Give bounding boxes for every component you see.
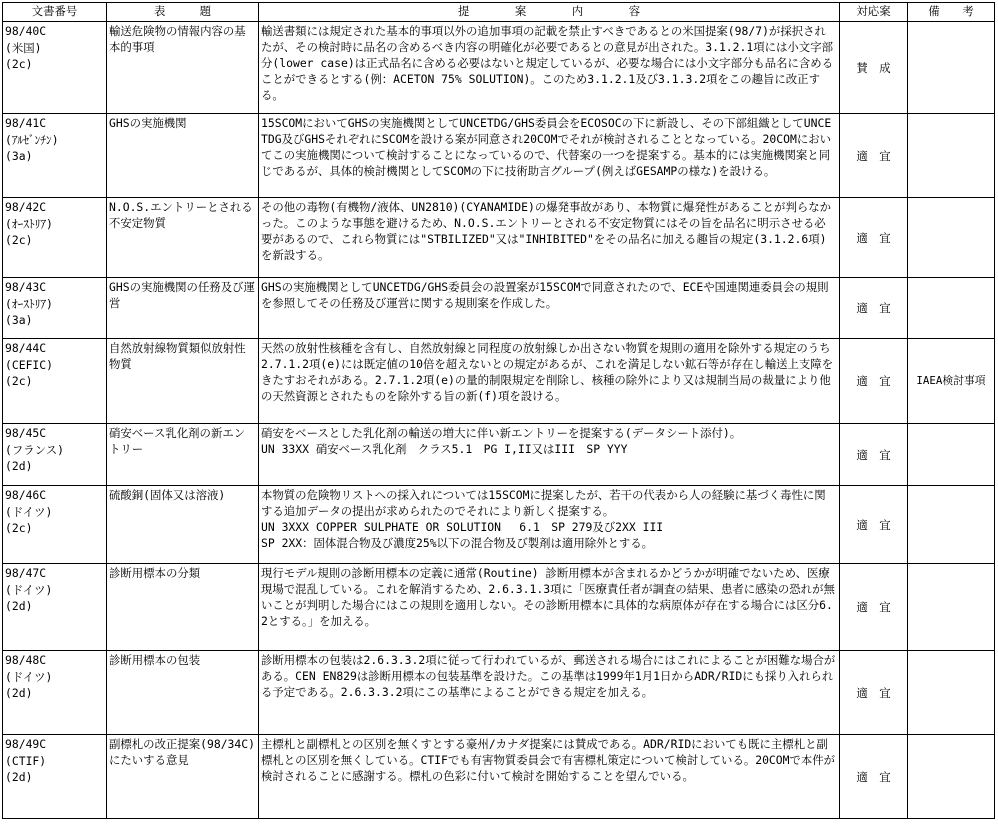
proposal-content: その他の毒物(有機物/液体、UN2810)(CYANAMIDE)の爆発事故があり、本物質に爆発性があることが判らなかった。このような事態を避けるため、N.O.S.エントリーとされる不安定物質にはその旨を品名に明示させる必要があるので、これら物質には"STBILIZED"又は"INHIBITED"をその品名に加える趣旨の規定(3.1.2.6項)を新設する。 <box>259 198 840 278</box>
table-row <box>3 735 995 819</box>
doc-number: 98/42C (ｵｰｽﾄﾘｱ) (2c) <box>3 198 107 278</box>
doc-number: 98/40C (米国) (2c) <box>3 22 107 114</box>
remarks-value <box>908 114 995 198</box>
table-body <box>3 22 995 819</box>
proposal-title: 診断用標本の包装 <box>107 651 259 735</box>
response-value: 適 宜 <box>840 424 908 486</box>
doc-number: 98/43C (ｵｰｽﾄﾘｱ) (3a) <box>3 278 107 339</box>
proposal-content: 本物質の危険物リストへの採入れについては15SCOMに提案したが、若干の代表から人の経験に基づく毒性に関する追加データの提出が求められたのでそれにより新しく提案する。 UN 3XXX COPPER SULPHATE OR SOLUTION 6.1 SP 279及び2XX III SP 2XX：固体混合物及び濃度25%以下の混合物及び製剤は適用除外とする。 <box>259 486 840 564</box>
response-value: 適 宜 <box>840 114 908 198</box>
remarks-value <box>908 198 995 278</box>
header-row <box>3 3 995 22</box>
remarks-value <box>908 278 995 339</box>
proposal-title: 自然放射線物質類似放射性物質 <box>107 339 259 424</box>
header-content: 提 案 内 容 <box>259 3 840 22</box>
proposal-content: 主標札と副標札との区別を無くすとする豪州/カナダ提案には賛成である。ADR/RIDにおいても既に主標札と副標札との区別を無くしている。CTIFでも有害物質委員会で有害標札策定について検討している。20COMで本件が検討されることに感謝する。標札の色彩に付いて検討を開始することを望んでいる。 <box>259 735 840 819</box>
remarks-value <box>908 486 995 564</box>
proposal-content: 診断用標本の包装は2.6.3.3.2項に従って行われているが、郵送される場合にはこれによることが困難な場合がある。CEN EN829は診断用標本の包装基準を設けた。この基準は1999年1月1日からADR/RIDにも採り入れられる予定である。2.6.3.3.2項にこの基準によることができる規定を加える。 <box>259 651 840 735</box>
proposal-title: 副標札の改正提案(98/34C)にたいする意見 <box>107 735 259 819</box>
proposal-content: 現行モデル規則の診断用標本の定義に通常(Routine) 診断用標本が含まれるかどうかが明確でないため、医療現場で混乱している。これを解消するため、2.6.3.1.3項に「医療責任者が調査の結果、患者に感染の恐れが無いことが判明した場合にはこの規則を適用しない。その診断用標本に具体的な病原体が存在する場合には区分6.2とする。」を加える。 <box>259 564 840 651</box>
table-row <box>3 278 995 339</box>
proposal-title: GHSの実施機関 <box>107 114 259 198</box>
response-value: 適 宜 <box>840 486 908 564</box>
table-row <box>3 424 995 486</box>
response-value: 適 宜 <box>840 278 908 339</box>
proposal-table <box>2 2 995 819</box>
proposal-title: N.O.S.エントリーとされる不安定物質 <box>107 198 259 278</box>
table-row <box>3 198 995 278</box>
proposal-title: 輸送危険物の情報内容の基本的事項 <box>107 22 259 114</box>
header-doc-no: 文書番号 <box>3 3 107 22</box>
response-value: 適 宜 <box>840 651 908 735</box>
proposal-content: 輸送書類には規定された基本的事項以外の追加事項の記載を禁止すべきであるとの米国提案(98/7)が採択されたが、その検討時に品名の含めるべき内容の明確化が必要であるとの意見が出された。3.1.2.1項には小文字部分(lower case)は正式品名に含める必要はないと規定しているが、必要な場合には小文字部分も品名に含めることができるとする(例：ACETON 75% SOLUTION)。このため3.1.2.1及び3.1.3.2項をこの趣旨に改正する。 <box>259 22 840 114</box>
doc-number: 98/49C (CTIF) (2d) <box>3 735 107 819</box>
response-value: 適 宜 <box>840 198 908 278</box>
doc-number: 98/47C (ドイツ) (2d) <box>3 564 107 651</box>
response-value: 適 宜 <box>840 339 908 424</box>
doc-number: 98/45C (フランス) (2d) <box>3 424 107 486</box>
proposal-content: GHSの実施機関としてUNCETDG/GHS委員会の設置案が15SCOMで同意されたので、ECEや国連関連委員会の規則を参照してその任務及び運営に関する規則案を作成した。 <box>259 278 840 339</box>
doc-number: 98/46C (ドイツ) (2c) <box>3 486 107 564</box>
doc-number: 98/44C (CEFIC) (2c) <box>3 339 107 424</box>
proposal-title: GHSの実施機関の任務及び運営 <box>107 278 259 339</box>
header-title: 表 題 <box>107 3 259 22</box>
doc-number: 98/48C (ドイツ) (2d) <box>3 651 107 735</box>
table-row <box>3 486 995 564</box>
table-row <box>3 114 995 198</box>
header-remarks: 備 考 <box>908 3 995 22</box>
remarks-value <box>908 651 995 735</box>
remarks-value <box>908 22 995 114</box>
response-value: 賛 成 <box>840 22 908 114</box>
doc-number: 98/41C (ｱﾙｾﾞﾝﾁﾝ) (3a) <box>3 114 107 198</box>
response-value: 適 宜 <box>840 564 908 651</box>
table-row <box>3 339 995 424</box>
header-response: 対応案 <box>840 3 908 22</box>
proposal-content: 硝安をベースとした乳化剤の輸送の増大に伴い新エントリーを提案する(データシート添付)。 UN 33XX 硝安ベース乳化剤 クラス5.1 PG I,II又はIII SP YYY <box>259 424 840 486</box>
table-row <box>3 564 995 651</box>
response-value: 適 宜 <box>840 735 908 819</box>
proposal-title: 硝安ベース乳化剤の新エントリー <box>107 424 259 486</box>
remarks-value <box>908 424 995 486</box>
proposal-title: 診断用標本の分類 <box>107 564 259 651</box>
proposal-content: 天然の放射性核種を含有し、自然放射線と同程度の放射線しか出さない物質を規則の適用を除外する規定のうち2.7.1.2項(e)には既定値の10倍を超えないとの規定があるが、これを満足しない鉱石等が存在し輸送上支障をきたすおそれがある。2.7.1.2項(e)の量的制限規定を削除し、核種の除外により又は規制当局の裁量により他の天然資源とされたものを除外する旨の新(f)項を設ける。 <box>259 339 840 424</box>
remarks-value <box>908 735 995 819</box>
table-row <box>3 651 995 735</box>
proposal-content: 15SCOMにおいてGHSの実施機関としてUNCETDG/GHS委員会をECOSOCの下に新設し、その下部組織としてUNCETDG及びGHSそれぞれにSCOMを設ける案が同意され20COMでそれが検討されることとなっている。20COMにおいてこの実施機関について検討することになっているので、代替案の一つを提案する。基本的には実施機関案と同じであるが、具体的検討機関としてSCOMの下に技術助言グループ(例えばGESAMPの様な)を設ける。 <box>259 114 840 198</box>
remarks-value: IAEA検討事項 <box>908 339 995 424</box>
remarks-value <box>908 564 995 651</box>
proposal-title: 硫酸銅(固体又は溶液) <box>107 486 259 564</box>
proposal-table-container <box>2 2 994 819</box>
table-row <box>3 22 995 114</box>
